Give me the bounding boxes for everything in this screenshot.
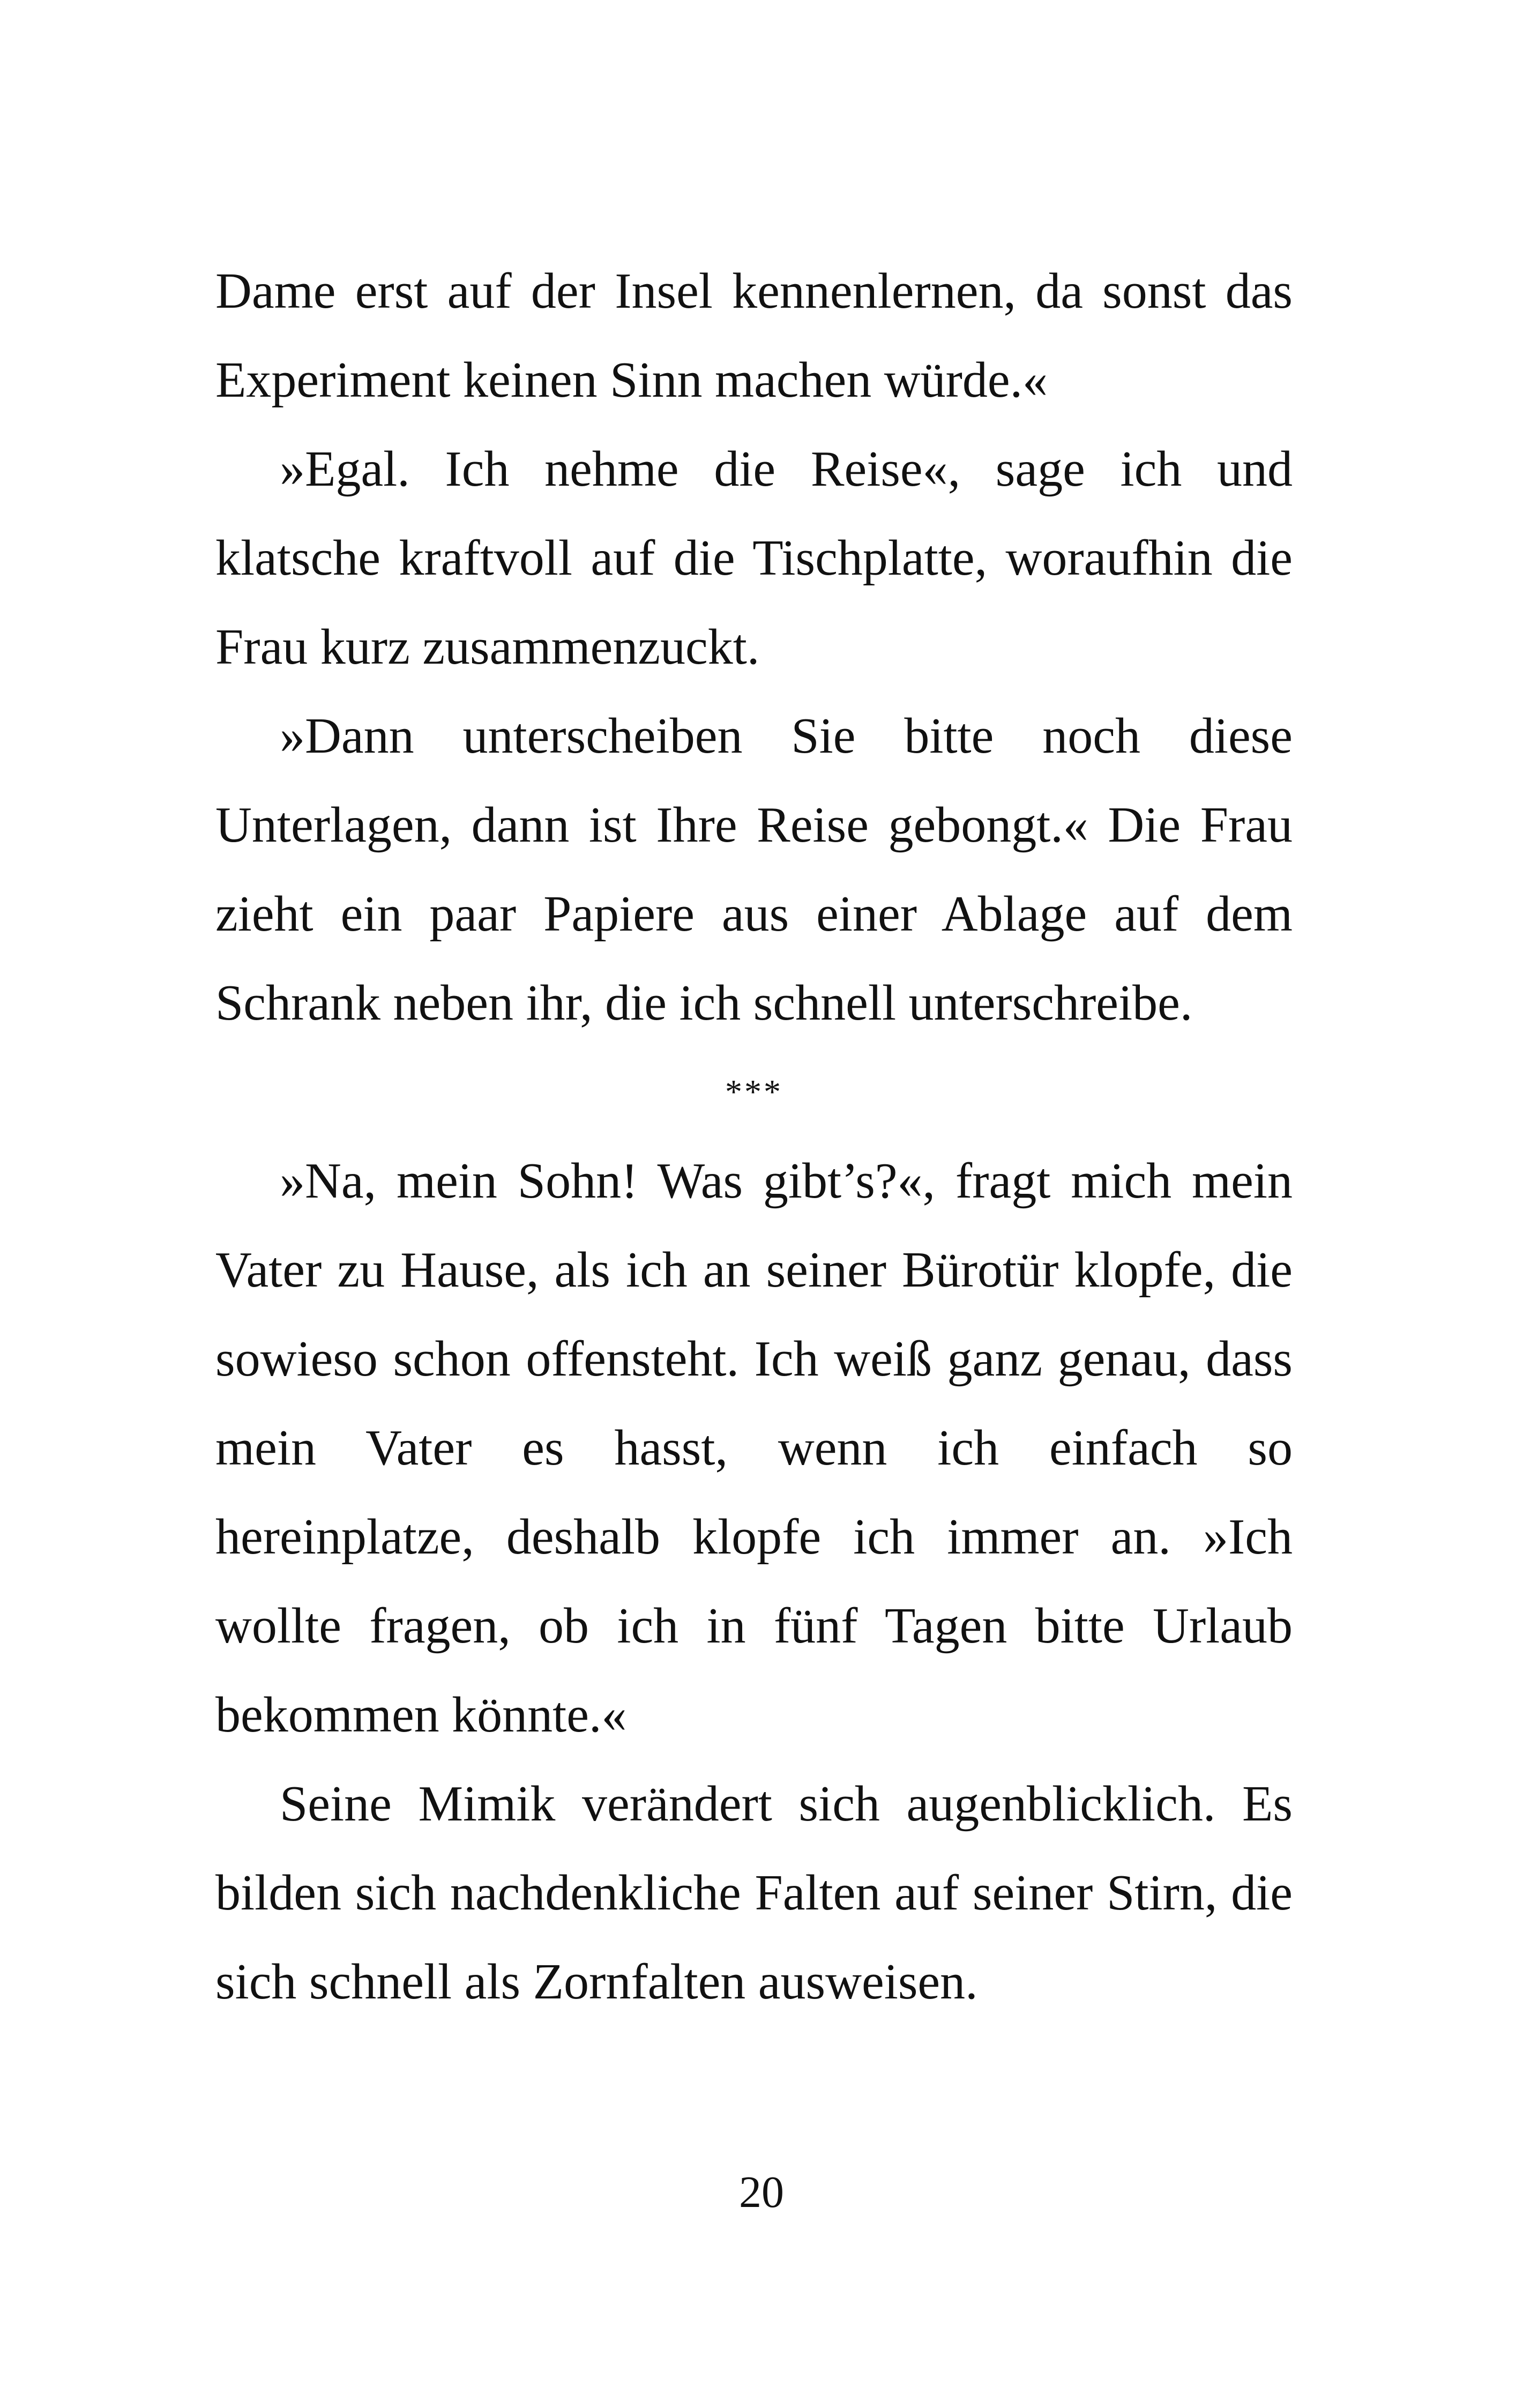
paragraph-5: Seine Mimik verändert sich augenblicklich. Es bilden sich nachdenkliche Falten auf seiner Stirn, die sich schnell als Zornfalten ausweisen.: [215, 1776, 1293, 2010]
paragraph-3: »Dann unterscheiben Sie bitte noch diese Unterlagen, dann ist Ihre Reise gebongt.« Die Frau zieht ein paar Papiere aus einer Ablage auf dem Schrank neben ihr, die ich schnell unterschreibe.: [215, 708, 1293, 1031]
paragraph-2: »Egal. Ich nehme die Reise«, sage ich und klatsche kraftvoll auf die Tischplatte, woraufhin die Frau kurz zusammenzuckt.: [215, 441, 1293, 675]
body-text: [215, 247, 1293, 2026]
paragraph-4: »Na, mein Sohn! Was gibt’s?«, fragt mich mein Vater zu Hause, als ich an seiner Bürotür klopfe, die sowieso schon offensteht. Ich weiß ganz genau, dass mein Vater es hasst, wenn ich einfach so hereinplatze, deshalb klopfe ich immer an. »Ich wollte fragen, ob ich in fünf Tagen bitte Urlaub bekommen könnte.«: [215, 1153, 1293, 1743]
paragraph-1: Dame erst auf der Insel kennenlernen, da sonst das Experiment keinen Sinn machen würde.«: [215, 263, 1293, 408]
section-separator: ***: [725, 1073, 783, 1111]
page-number: 20: [739, 2167, 784, 2217]
